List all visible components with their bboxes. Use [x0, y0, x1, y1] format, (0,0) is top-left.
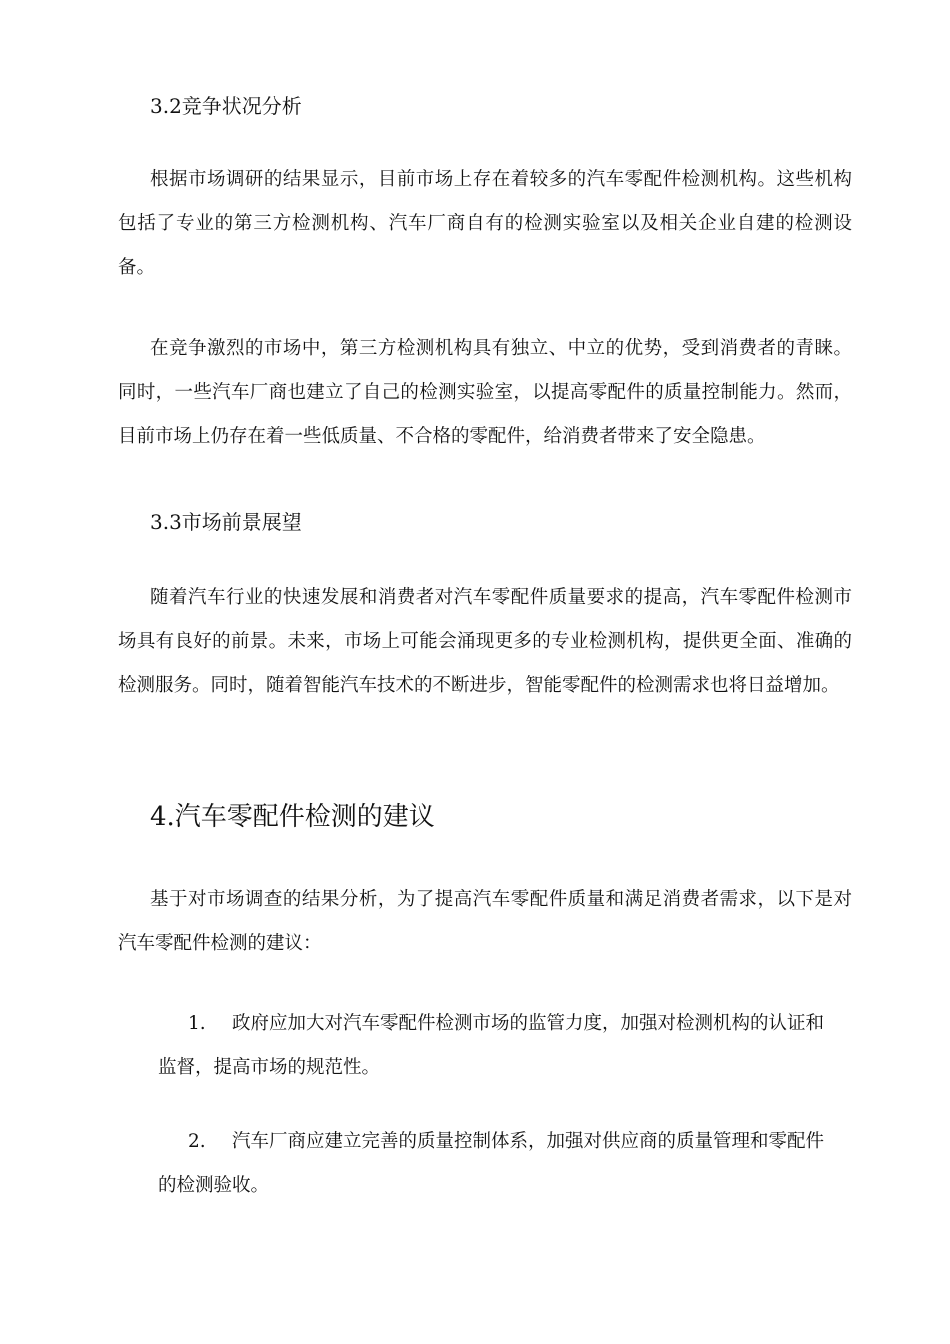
section-heading-4: 4.汽车零配件检测的建议: [150, 802, 435, 832]
list-item: [158, 1120, 838, 1208]
paragraph-suggestions-intro: 基于对市场调查的结果分析，为了提高汽车零配件质量和满足消费者需求，以下是对汽车零配件检测的建议：: [118, 889, 852, 954]
list-item-text: 政府应加大对汽车零配件检测市场的监管力度，加强对检测机构的认证和监督，提高市场的规范性。: [158, 1013, 825, 1078]
paragraph-market-research: 根据市场调研的结果显示，目前市场上存在着较多的汽车零配件检测机构。这些机构包括了专业的第三方检测机构、汽车厂商自有的检测实验室以及相关企业自建的检测设备。: [118, 169, 852, 278]
paragraph-market-outlook: 随着汽车行业的快速发展和消费者对汽车零配件质量要求的提高，汽车零配件检测市场具有良好的前景。未来，市场上可能会涌现更多的专业检测机构，提供更全面、准确的检测服务。同时，随着智能汽车技术的不断进步，智能零配件的检测需求也将日益增加。: [118, 587, 852, 696]
section-heading-3-3: 3.3市场前景展望: [150, 510, 302, 534]
paragraph-competition: 在竞争激烈的市场中，第三方检测机构具有独立、中立的优势，受到消费者的青睐。同时，一些汽车厂商也建立了自己的检测实验室，以提高零配件的质量控制能力。然而，目前市场上仍存在着一些低质量、不合格的零配件，给消费者带来了安全隐患。: [118, 338, 852, 447]
section-heading-3-2: 3.2竞争状况分析: [150, 94, 302, 118]
list-item-text: 汽车厂商应建立完善的质量控制体系，加强对供应商的质量管理和零配件的检测验收。: [158, 1131, 825, 1196]
list-item-number: 1.: [188, 1013, 206, 1034]
list-item: [158, 1002, 838, 1090]
list-item-number: 2.: [188, 1131, 206, 1152]
